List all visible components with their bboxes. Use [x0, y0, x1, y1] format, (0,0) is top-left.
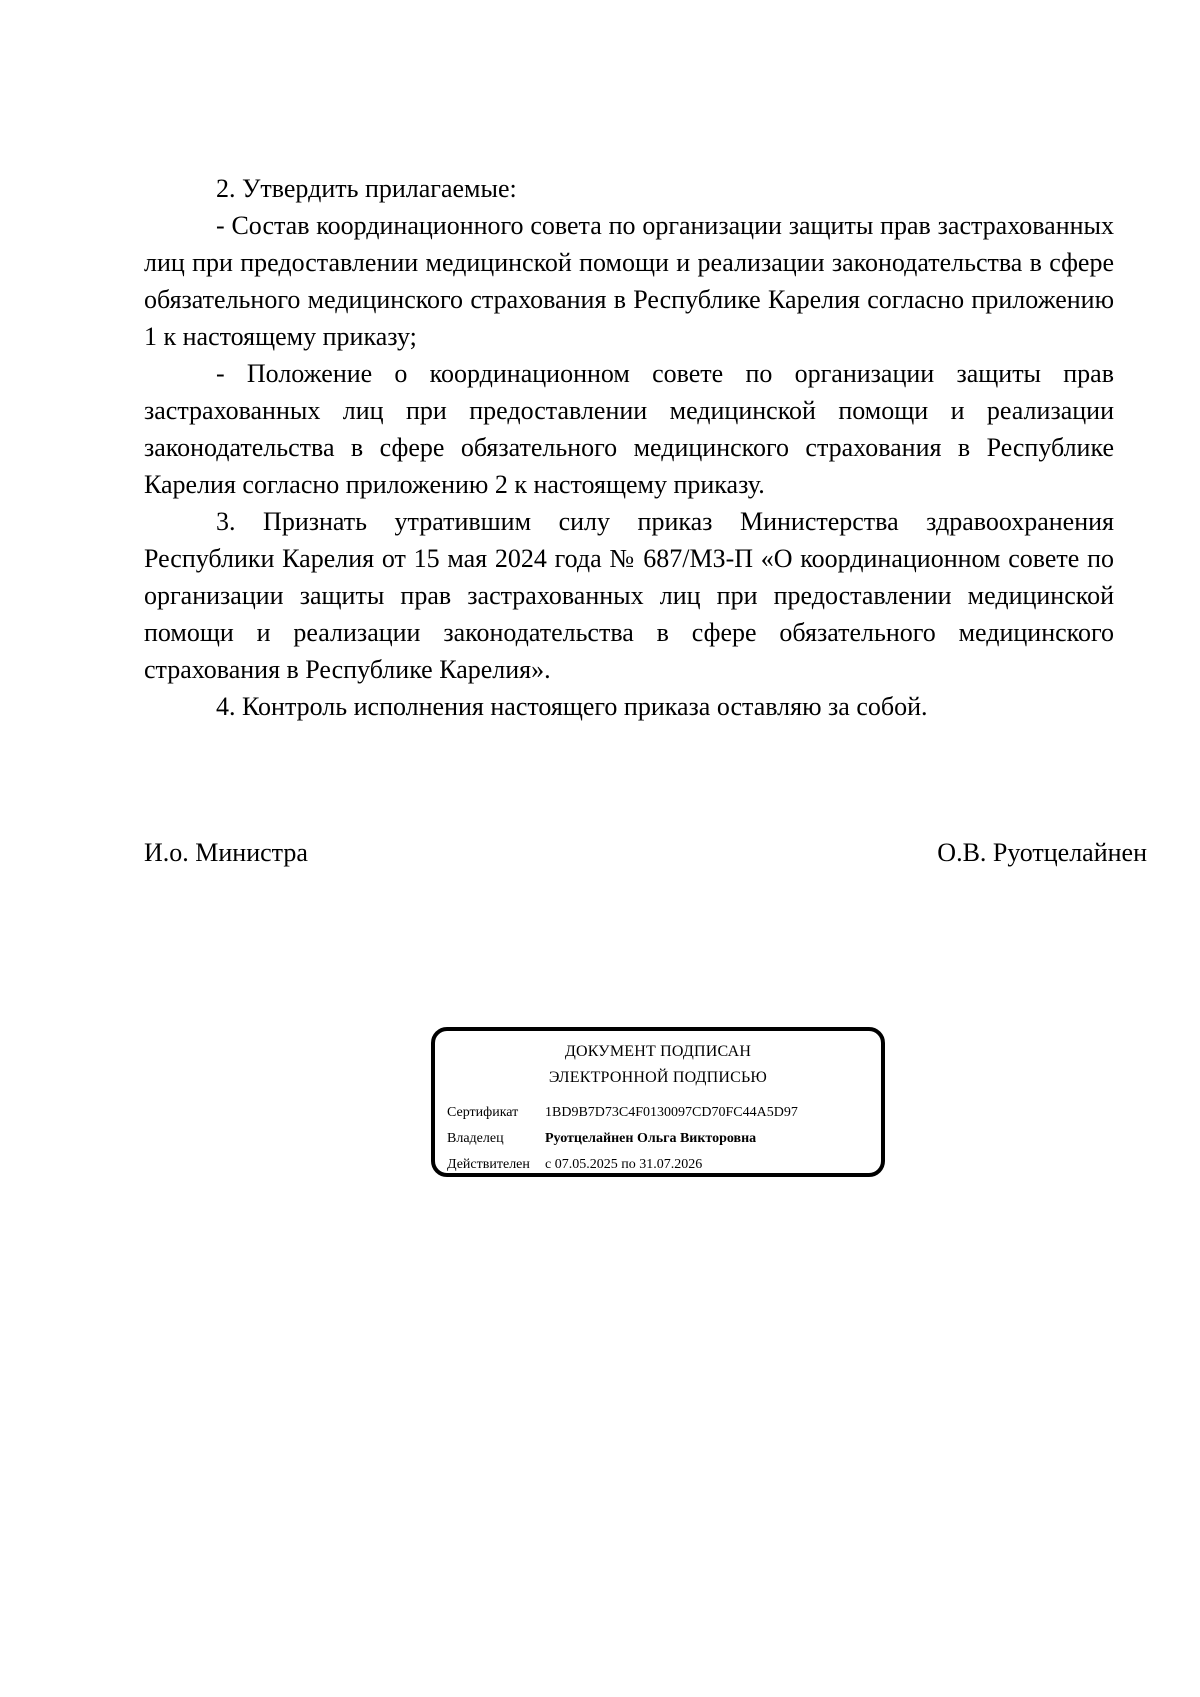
- stamp-owner-value: Руотцелайнен Ольга Викторовна: [545, 1131, 757, 1146]
- stamp-title: [435, 1039, 881, 1091]
- stamp-validity-label: Действителен: [447, 1157, 530, 1172]
- document-body: [144, 170, 1114, 725]
- stamp-certificate-row: [447, 1103, 798, 1123]
- stamp-certificate-value: 1BD9B7D73C4F0130097CD70FC44A5D97: [545, 1105, 798, 1120]
- signatory-position: И.о. Министра: [144, 838, 308, 867]
- stamp-owner-label: Владелец: [447, 1131, 504, 1146]
- signature-line: [144, 834, 1147, 871]
- signatory-name: О.В. Руотцелайнен: [937, 838, 1147, 867]
- stamp-certificate-label: Сертификат: [447, 1105, 519, 1120]
- stamp-validity-row: [447, 1155, 702, 1175]
- stamp-title-line-2: ЭЛЕКТРОННОЙ ПОДПИСЬЮ: [548, 1069, 768, 1086]
- stamp-title-line-1: ДОКУМЕНТ ПОДПИСАН: [564, 1043, 752, 1060]
- paragraph-control: 4. Контроль исполнения настоящего приказа оставляю за собой.: [216, 692, 928, 721]
- paragraph-repeal-order: 3. Признать утратившим силу приказ Министерства здравоохранения Республики Карелия от 15 мая 2024 года № 687/МЗ-П «О координационном совете по организации защиты прав застрахованных лиц при предоставлении медицинской помощи и реализации законодательства в сфере обязательного медицинского страхования в Республике Карелия».: [144, 507, 1114, 684]
- electronic-signature-stamp: [431, 1027, 885, 1177]
- stamp-owner-row: [447, 1129, 756, 1149]
- stamp-validity-value: с 07.05.2025 по 31.07.2026: [545, 1157, 703, 1172]
- paragraph-council-composition: - Состав координационного совета по организации защиты прав застрахованных лиц при предоставлении медицинской помощи и реализации законодательства в сфере обязательного медицинского страхования в Республике Карелия согласно приложению 1 к настоящему приказу;: [144, 211, 1114, 351]
- paragraph-approve-heading: 2. Утвердить прилагаемые:: [216, 174, 517, 203]
- paragraph-council-regulation: - Положение о координационном совете по организации защиты прав застрахованных лиц при предоставлении медицинской помощи и реализации законодательства в сфере обязательного медицинского страхования в Республике Карелия согласно приложению 2 к настоящему приказу.: [144, 359, 1114, 499]
